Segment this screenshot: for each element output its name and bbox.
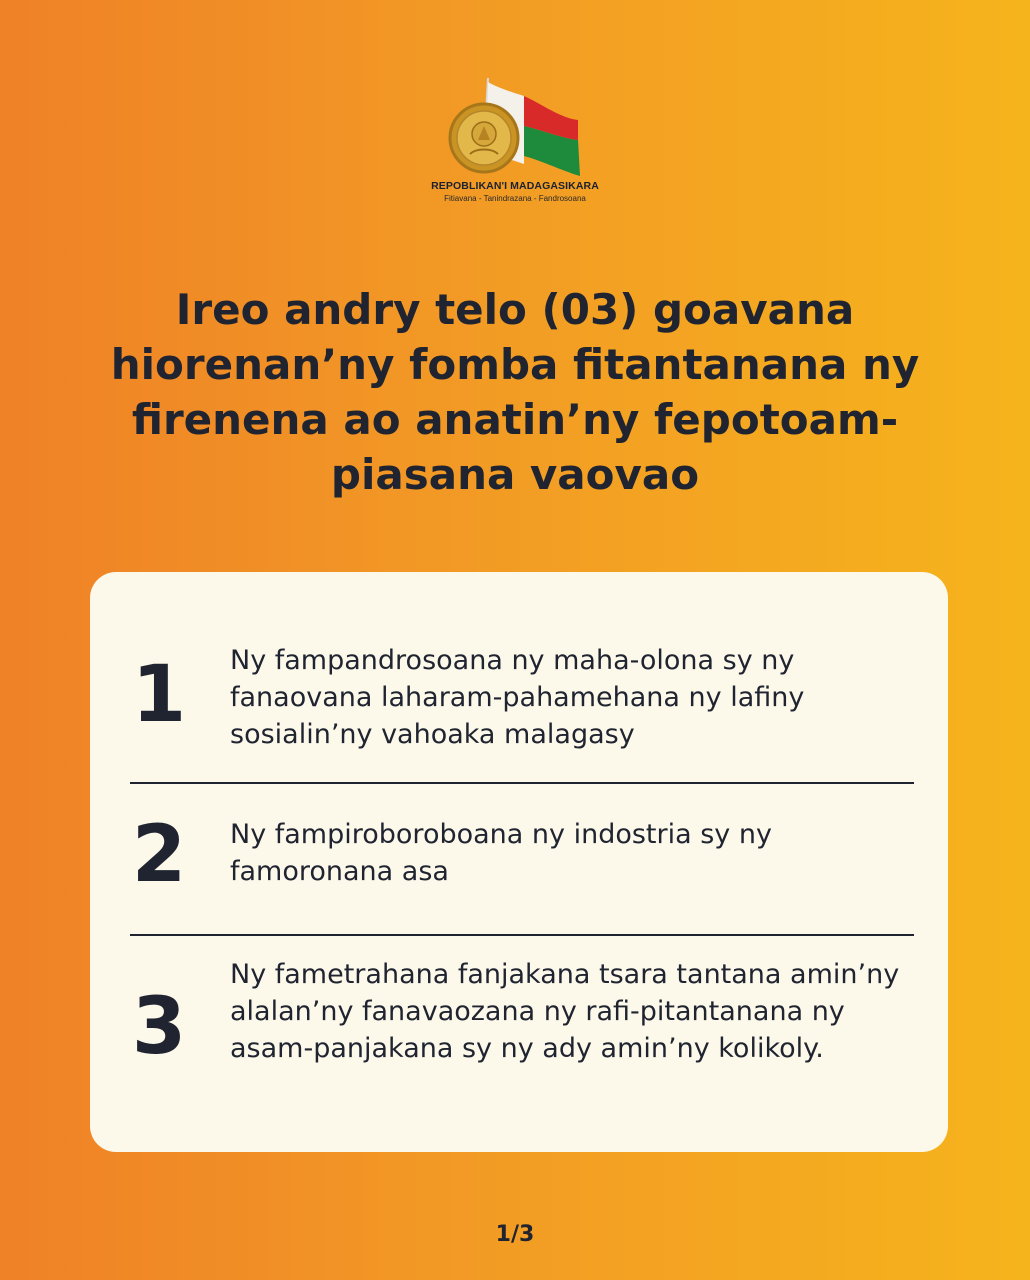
pillar-text: Ny fampiroboroboana ny indostria sy ny famoronana asa	[230, 819, 772, 887]
emblem-title: REPOBLIKAN'I MADAGASIKARA	[431, 180, 599, 192]
republic-emblem	[420, 74, 610, 204]
pillar-text: Ny fametrahana fanjakana tsara tantana amin’ny alalan’ny fanavaozana ny rafi-pitantanana ny asam-panjakana sy ny ady amin’ny kolikoly.	[230, 959, 900, 1064]
pillar-number: 2	[131, 810, 187, 900]
pillar-number: 1	[131, 650, 187, 740]
pillars-card	[90, 572, 948, 1152]
divider	[130, 782, 914, 784]
pillar-text: Ny fampandrosoana ny maha-olona sy ny fanaovana laharam-pahamehana ny lafiny sosialin’ny vahoaka malagasy	[230, 645, 805, 750]
state-seal-icon	[420, 74, 610, 180]
page-title: Ireo andry telo (03) goavana hiorenan’ny fomba fitantanana ny firenena ao anatin’ny fepotoam-piasana vaovao	[110, 285, 920, 499]
divider	[130, 934, 914, 936]
page-indicator: 1/3	[495, 1222, 535, 1247]
pillar-number: 3	[131, 982, 187, 1072]
emblem-motto: Fitiavana - Tanindrazana - Fandrosoana	[444, 194, 586, 203]
